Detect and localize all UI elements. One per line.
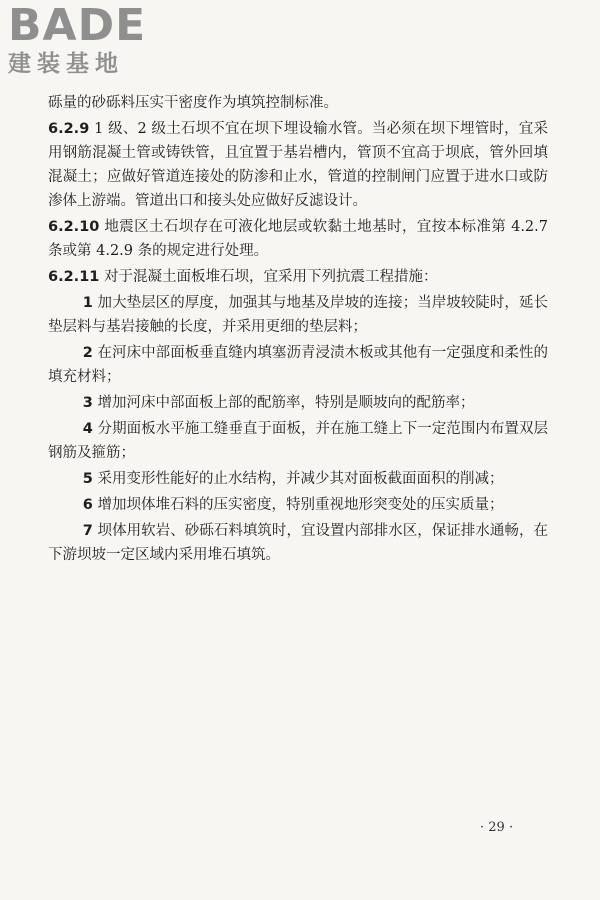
item-number: 2 — [82, 345, 93, 361]
paragraph-continuation — [48, 91, 548, 115]
paragraph-text: 加大垫层区的厚度，加强其与地基及岸坡的连接；当岸坡较陡时，延长垫层料与基岩接触的长度，并采用更细的垫层料； — [48, 295, 548, 335]
clause-number: 6.2.10 — [48, 219, 100, 235]
list-item — [48, 493, 548, 517]
item-number: 6 — [82, 497, 93, 513]
clause-6-2-9 — [48, 117, 548, 213]
item-number: 1 — [82, 295, 93, 311]
logo-subtitle: 建装基地 — [8, 51, 124, 77]
paragraph-text: 增加河床中部面板上部的配筋率，特别是顺坡向的配筋率； — [92, 395, 475, 411]
list-item — [48, 417, 548, 465]
list-item — [48, 467, 548, 491]
page-number: · 29 · — [480, 820, 514, 835]
list-item — [48, 291, 548, 339]
list-item — [48, 519, 548, 567]
logo-wordmark: BADE — [8, 0, 147, 51]
list-item — [48, 341, 548, 389]
bade-logo — [8, 2, 178, 78]
paragraph-text: 采用变形性能好的止水结构，并减少其对面板截面面积的削减； — [92, 471, 504, 487]
paragraph-text: 坝体用软岩、砂砾石料填筑时，宜设置内部排水区，保证排水通畅，在下游坝坡一定区域内采用堆石填筑。 — [48, 523, 548, 563]
item-number: 4 — [82, 421, 93, 437]
item-number: 5 — [82, 471, 93, 487]
document-body — [48, 91, 548, 569]
clause-number: 6.2.11 — [48, 269, 100, 285]
paragraph-text: 增加坝体堆石料的压实密度，特别重视地形突变处的压实质量； — [92, 497, 504, 513]
paragraph-text: 对于混凝土面板堆石坝，宜采用下列抗震工程措施： — [99, 269, 438, 285]
clause-6-2-10 — [48, 215, 548, 263]
clause-number: 6.2.9 — [48, 121, 90, 137]
paragraph-text: 在河床中部面板垂直缝内填塞沥青浸渍木板或其他有一定强度和柔性的填充材料； — [48, 345, 548, 385]
paragraph-text: 分期面板水平施工缝垂直于面板，并在施工缝上下一定范围内布置双层钢筋及箍筋； — [48, 421, 548, 461]
paragraph-text: 1 级、2 级土石坝不宜在坝下埋设输水管。当必须在坝下埋管时，宜采用钢筋混凝土管或铸铁管，且宜置于基岩槽内，管顶不宜高于坝底，管外回填混凝土；应做好管道连接处的防渗和止水，管道的控制闸门应置于进水口或防渗体上游端。管道出口和接头处应做好反滤设计。 — [48, 121, 548, 209]
item-number: 3 — [82, 395, 93, 411]
item-number: 7 — [82, 523, 93, 539]
paragraph-text: 地震区土石坝存在可液化地层或软黏土地基时，宜按本标准第 4.2.7 条或第 4.2.9 条的规定进行处理。 — [48, 219, 548, 259]
clause-6-2-11 — [48, 265, 548, 289]
list-item — [48, 391, 548, 415]
paragraph-text: 砾量的砂砾料压实干密度作为填筑控制标准。 — [48, 95, 338, 111]
